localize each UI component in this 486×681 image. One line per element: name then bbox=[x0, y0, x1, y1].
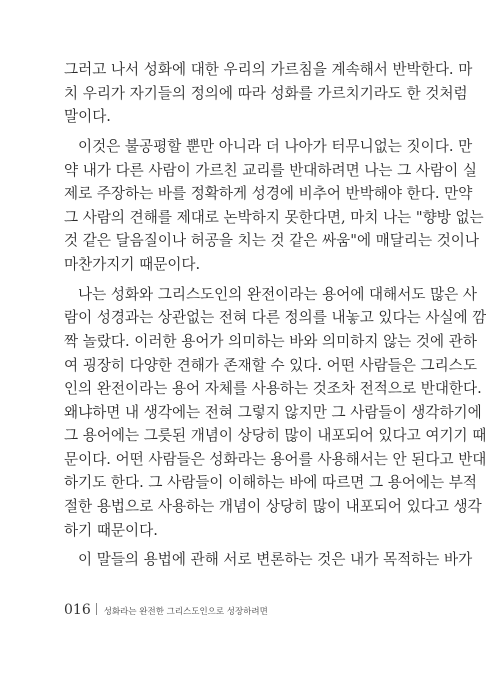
text-line: 그 사람의 견해를 제대로 논박하지 못한다면, 마치 나는 "향방 없는 bbox=[64, 208, 484, 226]
text-line: 그러고 나서 성화에 대한 우리의 가르침을 계속해서 반박한다. 마 bbox=[64, 61, 473, 78]
text-line: 람이 성경과는 상관없는 전혀 다른 정의를 내놓고 있다는 사실에 깜 bbox=[64, 309, 486, 327]
text-line: 말이다. bbox=[64, 108, 111, 126]
text-line: 여 굉장히 다양한 견해가 존재할 수 있다. 어떤 사람들은 그리스도 bbox=[64, 356, 477, 374]
body-text bbox=[64, 58, 486, 572]
text-line: 절한 용법으로 사용하는 개념이 상당히 많이 내포되어 있다고 생각 bbox=[64, 498, 482, 516]
text-line: 인의 완전이라는 용어 자체를 사용하는 것조차 전적으로 반대한다. bbox=[64, 380, 482, 398]
text-line: 짝 놀랐다. 이러한 용어가 의미하는 바와 의미하지 않는 것에 관하 bbox=[64, 332, 477, 350]
text-line: 왜냐하면 내 생각에는 전혀 그렇지 않지만 그 사람들이 생각하기에 bbox=[64, 403, 482, 421]
text-line: 하기 때문이다. bbox=[64, 521, 158, 539]
page-footer bbox=[64, 602, 268, 618]
text-line: 그 용어에는 그릇된 개념이 상당히 많이 내포되어 있다고 여기기 때 bbox=[64, 427, 486, 445]
text-line: 제로 주장하는 바를 정확하게 성경에 비추어 반박해야 한다. 만약 bbox=[64, 185, 473, 203]
paragraph-first-line: 나는 성화와 그리스도인의 완전이라는 용어에 대해서도 많은 사 bbox=[78, 285, 478, 303]
paragraph-first-line: 이 말들의 용법에 관해 서로 변론하는 것은 내가 목적하는 바가 bbox=[78, 551, 473, 569]
text-line: 하기도 한다. 그 사람들이 이해하는 바에 따르면 그 용어에는 부적 bbox=[64, 474, 477, 492]
running-title: 성화라는 완전한 그리스도인으로 성장하려면 bbox=[103, 607, 268, 617]
page-number: 016 bbox=[64, 602, 91, 618]
text-line: 문이다. 어떤 사람들은 성화라는 용어를 사용해서는 안 된다고 반대 bbox=[64, 450, 486, 468]
text-line: 마찬가지기 때문이다. bbox=[64, 255, 201, 273]
text-line: 것 같은 달음질이나 허공을 치는 것 같은 싸움"에 매달리는 것이나 bbox=[64, 232, 480, 250]
text-line: 약 내가 다른 사람이 가르친 교리를 반대하려면 나는 그 사람이 실 bbox=[64, 161, 477, 179]
text-line: 치 우리가 자기들의 정의에 따라 성화를 가르치기라도 한 것처럼 bbox=[64, 84, 468, 102]
footer-divider bbox=[96, 603, 97, 615]
paragraph-first-line: 이것은 불공평할 뿐만 아니라 더 나아가 터무니없는 짓이다. 만 bbox=[78, 137, 473, 155]
